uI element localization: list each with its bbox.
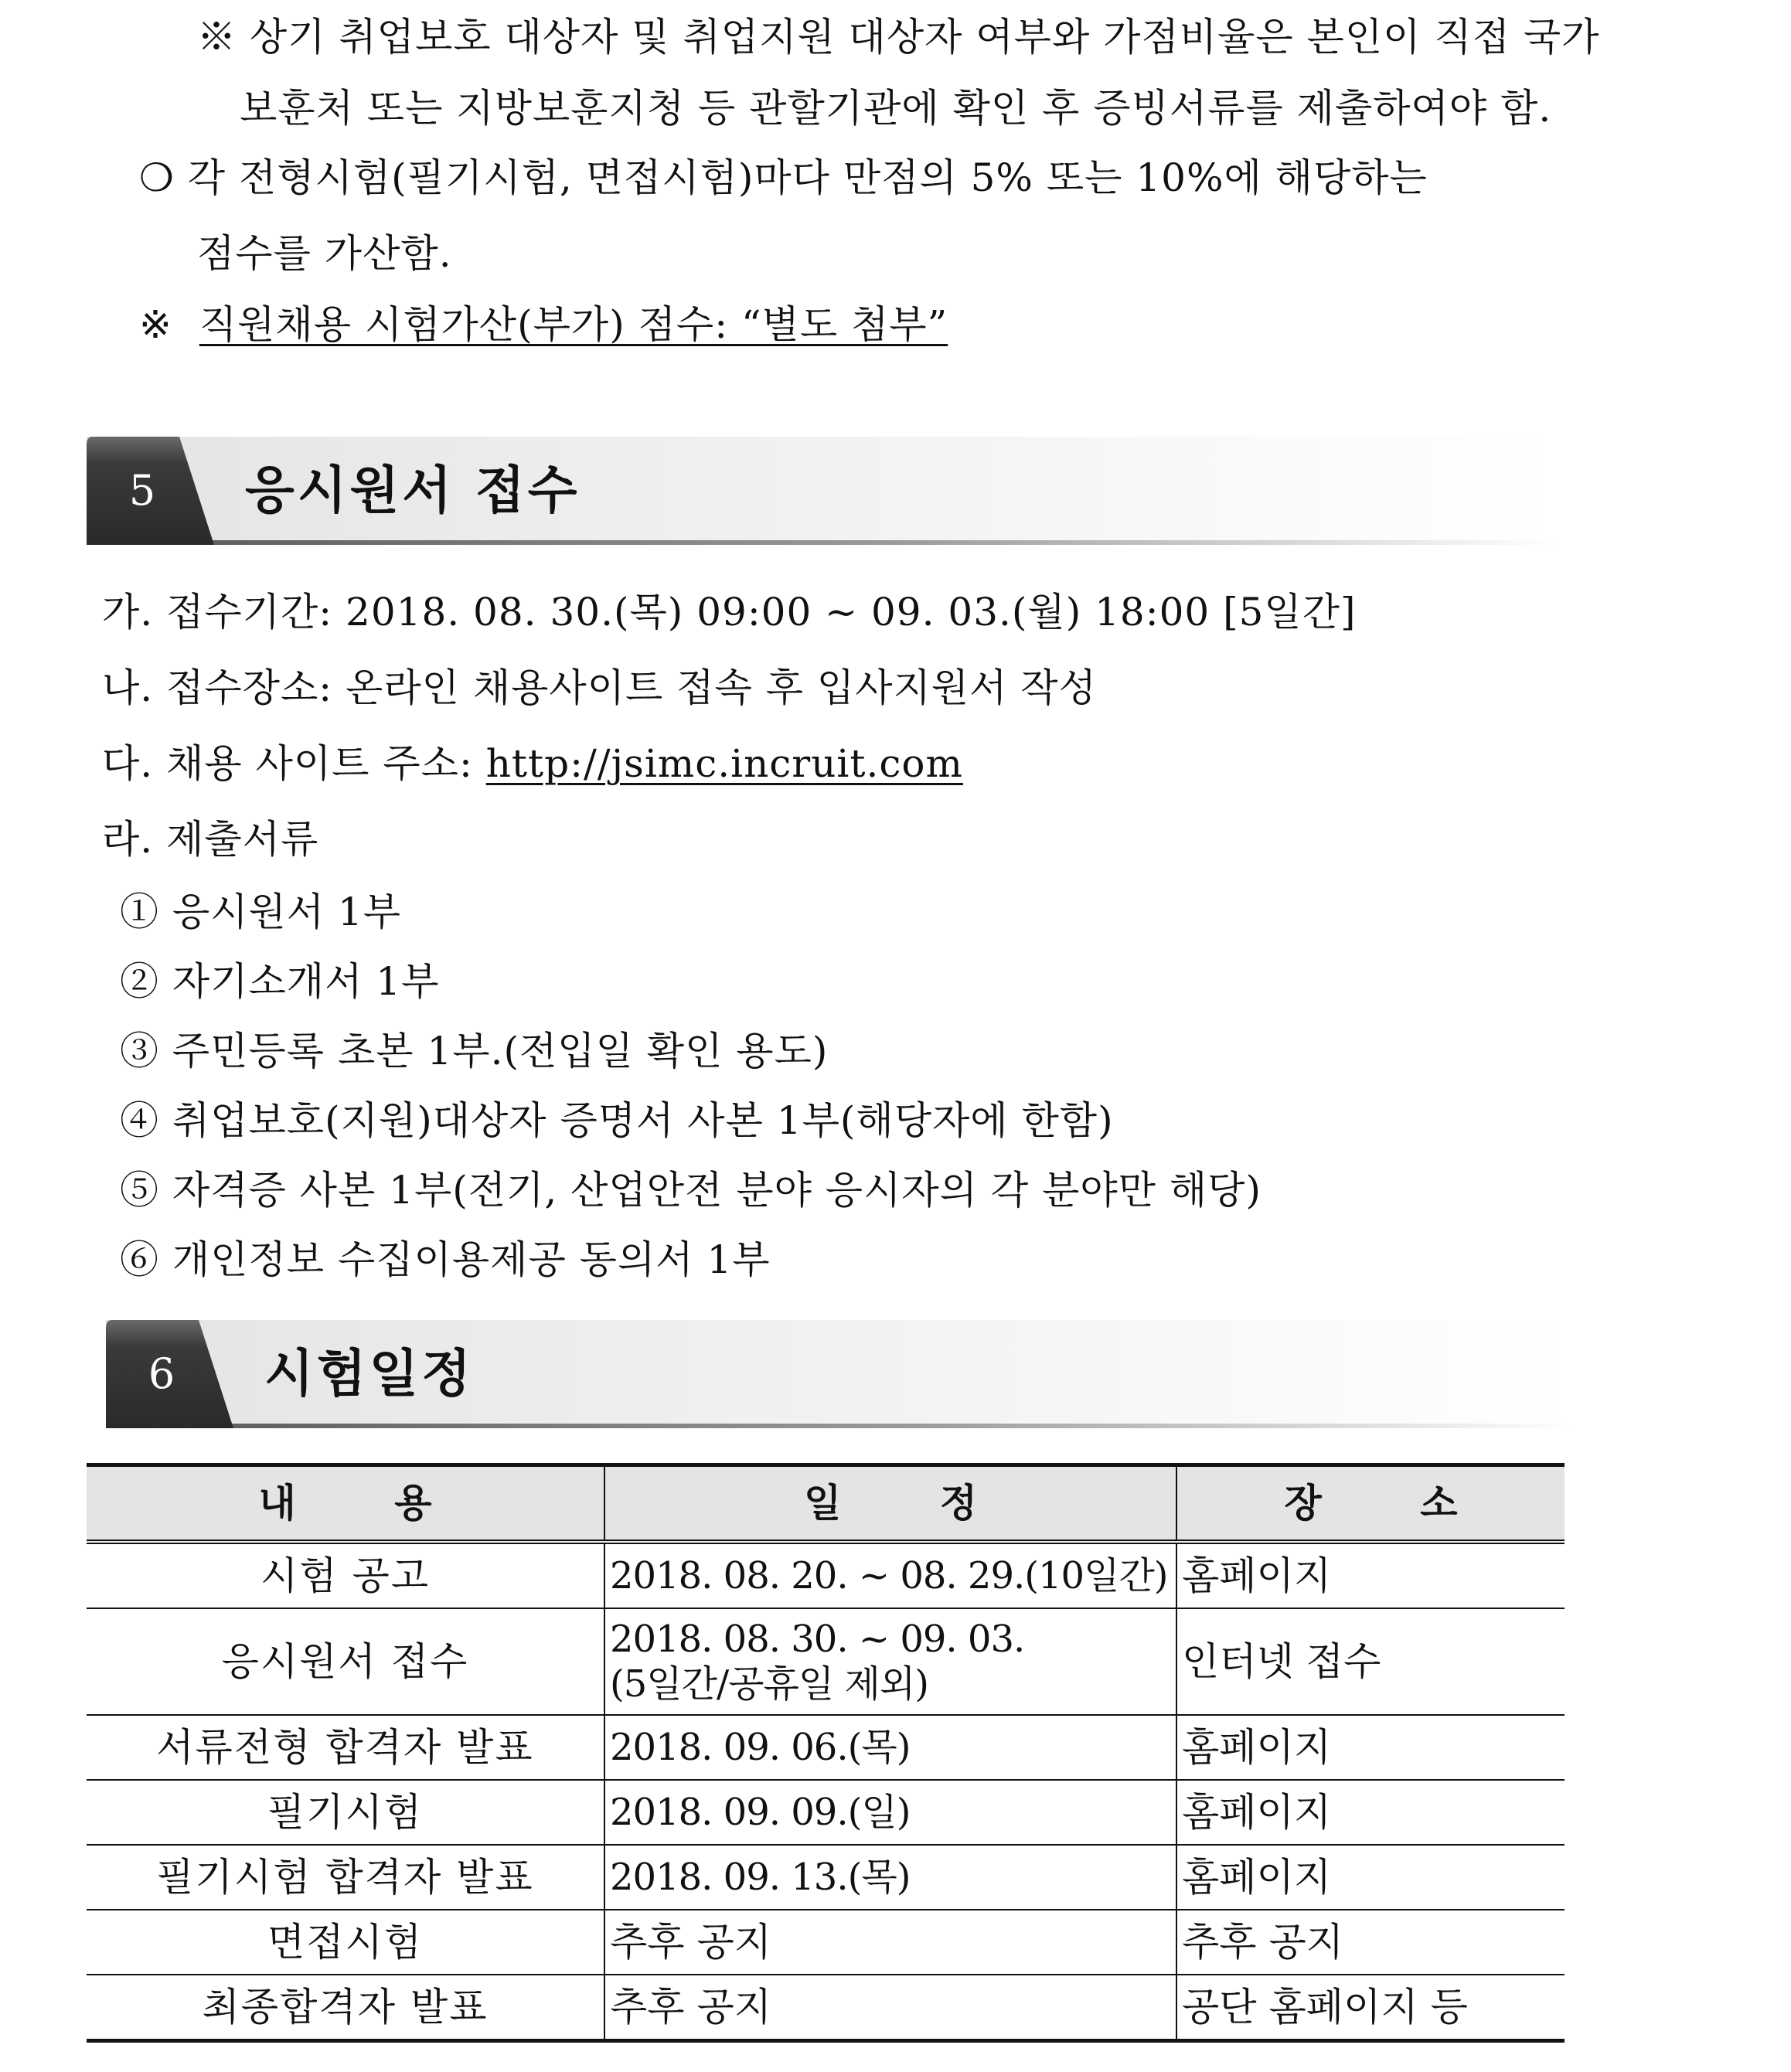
schedule-item: 시험 공고	[87, 1542, 604, 1608]
schedule-item: 면접시험	[87, 1910, 604, 1975]
column-header: 장 소	[1176, 1465, 1565, 1543]
list-item: 가. 접수기간: 2018. 08. 30.(목) 09:00 ~ 09. 03.(월) 18:00 [5일간]	[102, 590, 1357, 635]
document-item: ⑤ 자격증 사본 1부(전기, 산업안전 분야 응시자의 각 분야만 해당)	[120, 1168, 1262, 1213]
table-row	[87, 1715, 1565, 1780]
schedule-item: 필기시험	[87, 1780, 604, 1845]
schedule-place: 공단 홈페이지 등	[1176, 1975, 1565, 2041]
schedule-place: 홈페이지	[1176, 1542, 1565, 1608]
column-header: 일 정	[604, 1465, 1176, 1543]
table-row	[87, 1608, 1565, 1715]
circle-bullet-icon: ❍	[139, 155, 175, 200]
section-number: 6	[148, 1349, 175, 1398]
schedule-date: 2018. 09. 09.(일)	[604, 1780, 1176, 1845]
section-number-badge	[106, 1320, 237, 1428]
table-row	[87, 1845, 1565, 1910]
section-underline	[87, 540, 1555, 545]
section-number-badge	[87, 437, 218, 545]
schedule-place: 추후 공지	[1176, 1910, 1565, 1975]
schedule-item: 필기시험 합격자 발표	[87, 1845, 604, 1910]
schedule-place: 홈페이지	[1176, 1845, 1565, 1910]
schedule-item: 응시원서 접수	[87, 1608, 604, 1715]
bullet-item	[139, 155, 1428, 201]
section-title: 시험일정	[264, 1344, 475, 1403]
column-header: 내 용	[87, 1465, 604, 1543]
table-row	[87, 1542, 1565, 1608]
list-item: 라. 제출서류	[102, 817, 319, 862]
document-item: ② 자기소개서 1부	[120, 959, 440, 1004]
reference-mark: ※	[139, 302, 172, 347]
note-line: ※ 상기 취업보호 대상자 및 취업지원 대상자 여부와 가점비율은 본인이 직접 국가	[197, 15, 1600, 60]
recruit-site-link[interactable]: http://jsimc.incruit.com	[485, 741, 963, 786]
table-row	[87, 1975, 1565, 2041]
schedule-place: 홈페이지	[1176, 1780, 1565, 1845]
schedule-place: 홈페이지	[1176, 1715, 1565, 1780]
table-row	[87, 1910, 1565, 1975]
schedule-date: 2018. 09. 06.(목)	[604, 1715, 1176, 1780]
schedule-date: 2018. 08. 20. ~ 08. 29.(10일간)	[604, 1542, 1176, 1608]
schedule-date: 추후 공지	[604, 1910, 1176, 1975]
schedule-place: 인터넷 접수	[1176, 1608, 1565, 1715]
document-item: ④ 취업보호(지원)대상자 증명서 사본 1부(해당자에 한함)	[120, 1098, 1114, 1143]
schedule-date	[604, 1608, 1176, 1715]
section-header	[87, 437, 1555, 545]
note-line	[139, 301, 948, 348]
section-underline	[106, 1424, 1575, 1428]
schedule-item: 서류전형 합격자 발표	[87, 1715, 604, 1780]
table-row	[87, 1780, 1565, 1845]
schedule-date: 추후 공지	[604, 1975, 1176, 2041]
table-header-row	[87, 1465, 1565, 1543]
document-item: ⑥ 개인정보 수집이용제공 동의서 1부	[120, 1237, 771, 1282]
schedule-date-line: (5일간/공휴일 제외)	[610, 1662, 928, 1706]
schedule-date-line: 2018. 08. 30. ~ 09. 03.	[610, 1618, 1025, 1661]
list-item	[102, 740, 963, 787]
section-number: 5	[128, 466, 156, 515]
site-label: 다. 채용 사이트 주소:	[102, 741, 486, 786]
bullet-text: 각 전형시험(필기시험, 면접시험)마다 만점의 5% 또는 10%에 해당하는	[187, 155, 1428, 200]
section-title: 응시원서 접수	[245, 461, 581, 520]
section-header	[106, 1320, 1575, 1428]
note-line: 보훈처 또는 지방보훈지청 등 관할기관에 확인 후 증빙서류를 제출하여야 함.	[240, 86, 1552, 131]
document-item: ① 응시원서 1부	[120, 890, 402, 934]
bonus-score-note: 직원채용 시험가산(부가) 점수: “별도 첨부”	[199, 302, 948, 347]
bullet-text-cont: 점수를 가산함.	[197, 231, 452, 276]
schedule-date: 2018. 09. 13.(목)	[604, 1845, 1176, 1910]
list-item: 나. 접수장소: 온라인 채용사이트 접속 후 입사지원서 작성	[102, 665, 1097, 710]
document-item: ③ 주민등록 초본 1부.(전입일 확인 용도)	[120, 1029, 829, 1073]
exam-schedule-table	[87, 1463, 1565, 2043]
schedule-item: 최종합격자 발표	[87, 1975, 604, 2041]
